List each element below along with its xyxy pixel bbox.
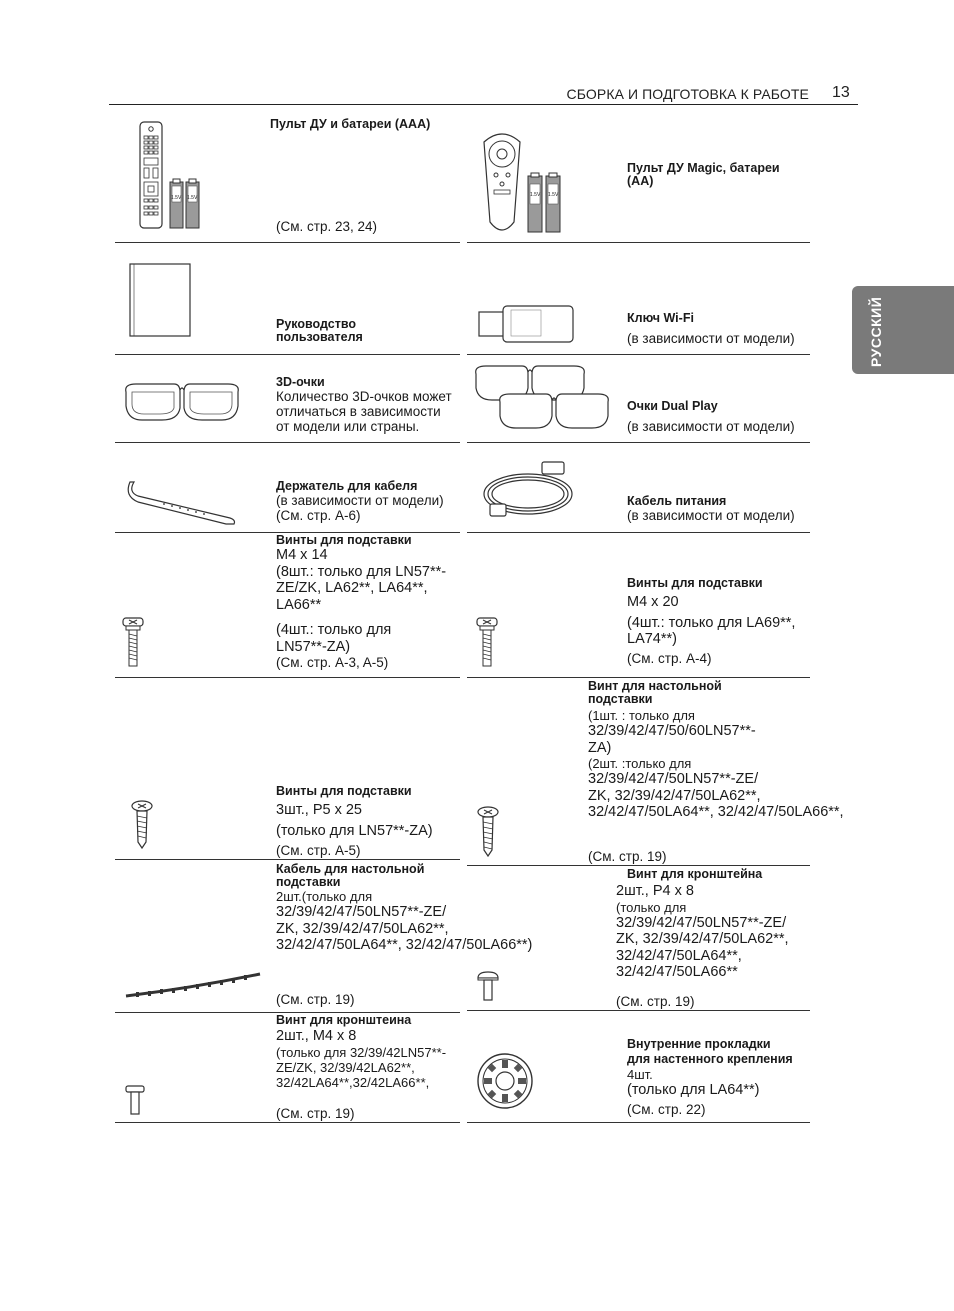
language-tab-label: РУССКИЙ	[868, 296, 884, 367]
bracket-screw-line: (только для	[616, 899, 687, 915]
battery-label: 1.5V	[548, 192, 559, 198]
cable-holder-text	[276, 480, 444, 523]
bracket-screw-m4x8-ref: (См. стр. 19)	[276, 1106, 355, 1121]
power-cable-note: (в зависимости от модели)	[627, 508, 795, 523]
tapping-screw-icon	[130, 800, 154, 850]
row-rule	[115, 242, 460, 243]
stand-screws-line: (только для LN57**-ZA)	[276, 822, 433, 839]
row-rule	[115, 859, 460, 860]
power-cable-text	[627, 495, 795, 523]
running-header: СБОРКА И ПОДГОТОВКА К РАБОТЕ	[566, 86, 809, 102]
bracket-screw-line: (только для 32/39/42LN57**-	[276, 1044, 447, 1060]
desk-stand-cable-line: ZK, 32/39/42/47/50LA62**,	[276, 920, 449, 937]
desk-stand-screw-title: подставки	[588, 692, 653, 706]
desk-stand-cable-line: 2шт.(только для	[276, 889, 373, 904]
wifi-title: Ключ Wi-Fi	[627, 311, 694, 325]
3d-glasses-title: 3D-очки	[276, 375, 325, 389]
battery-label: 1.5V	[187, 195, 198, 201]
bracket-screw-line: ZK, 32/39/42/47/50LA62**,	[616, 931, 789, 947]
row-rule	[115, 442, 460, 443]
stand-screw-icon	[476, 616, 498, 668]
page-number: 13	[832, 84, 850, 101]
stand-screws-ref: (См. стр. A-4)	[627, 650, 712, 666]
desk-stand-screw-ref: (См. стр. 19)	[588, 849, 667, 864]
wall-spacer-illustration	[476, 1050, 534, 1112]
dual-play-title: Очки Dual Play	[627, 399, 718, 413]
stand-screws-p5x25-text	[276, 785, 433, 858]
user-manual-illustration	[128, 262, 192, 338]
language-tab	[852, 286, 954, 374]
desk-stand-screw-text	[588, 680, 844, 821]
remote-control-illustration	[136, 120, 206, 232]
desk-stand-cable-ref: (См. стр. 19)	[276, 992, 355, 1007]
wall-spacers-count: 4шт.	[627, 1067, 653, 1082]
bracket-screw-title: Винт для кронштейна	[627, 867, 763, 881]
power-cable-illustration	[480, 458, 582, 526]
magic-remote-title-line: Пульт ДУ Magic, батареи	[627, 161, 780, 175]
stand-screws-line: LA74**)	[627, 631, 677, 647]
bracket-screw-line: ZE/ZK, 32/39/42LA62**,	[276, 1059, 415, 1075]
desk-stand-cable-line: 32/39/42/47/50LN57**-ZE/	[276, 904, 447, 920]
row-rule	[467, 532, 810, 533]
wall-spacers-title: для настенного крепления	[627, 1052, 793, 1066]
bracket-screw-line: 32/42/47/50LA64**,	[616, 947, 742, 964]
stand-screws-ref: (См. стр. A-3, A-5)	[276, 655, 389, 670]
desk-stand-cable-title: подставки	[276, 875, 341, 889]
stand-screws-title: Винты для подставки	[276, 784, 412, 798]
desk-stand-cable-title: Кабель для настольной	[276, 862, 425, 876]
bracket-screw-p4x8-text	[616, 868, 789, 981]
stand-screw-icon	[122, 616, 144, 668]
dual-play-glasses-illustration	[472, 362, 614, 438]
stand-screws-size: M4 x 20	[627, 594, 679, 610]
row-rule	[467, 677, 810, 678]
cable-holder-illustration	[124, 474, 238, 528]
bracket-screw-line: 32/42/47/50LA66**	[616, 964, 738, 980]
remote-ref: (См. стр. 23, 24)	[276, 219, 377, 234]
battery-label: 1.5V	[171, 195, 182, 201]
row-rule	[115, 354, 460, 355]
desk-stand-screw-line: ZA)	[588, 739, 612, 756]
bracket-screw-size: 2шт., P4 x 8	[616, 883, 694, 899]
row-rule	[467, 1010, 810, 1011]
manual-title-line: Руководство	[276, 317, 357, 331]
desk-stand-screw-line: ZK, 32/39/42/47/50LA62**,	[588, 787, 761, 804]
magic-remote-title-line: (AA)	[627, 174, 654, 188]
row-rule	[467, 242, 810, 243]
cable-holder-ref: (См. стр. A-6)	[276, 508, 361, 523]
stand-screws-size: M4 x 14	[276, 547, 328, 563]
stand-screws-line: (8шт.: только для LN57**-	[276, 563, 447, 580]
wall-spacers-text	[627, 1038, 793, 1117]
row-rule	[115, 1122, 460, 1123]
header-rule	[109, 104, 858, 105]
desk-stand-screw-line: 32/39/42/47/50/60LN57**-	[588, 723, 756, 739]
bracket-screw-icon	[476, 970, 500, 1002]
magic-remote-title	[627, 162, 780, 188]
stand-screws-m4x20-text	[627, 577, 795, 666]
bracket-screw-line: 32/39/42/47/50LN57**-ZE/	[616, 914, 787, 931]
battery-label: 1.5V	[530, 192, 541, 198]
desk-stand-screw-title: Винт для настольной	[588, 679, 722, 693]
3d-glasses-line: от модели или страны.	[276, 419, 420, 434]
bracket-screw-size: 2шт., M4 x 8	[276, 1028, 357, 1044]
3d-glasses-text	[276, 376, 452, 434]
desk-stand-screw-line: 32/42/47/50LA64**, 32/42/47/50LA66**,	[588, 804, 844, 820]
row-rule	[115, 677, 460, 678]
desk-stand-cable-line: 32/42/47/50LA64**, 32/42/47/50LA66**)	[276, 937, 533, 953]
3d-glasses-line: отличаться в зависимости	[276, 404, 441, 419]
3d-glasses-illustration	[122, 376, 242, 428]
bracket-screw-title: Винт для кронштеина	[276, 1013, 412, 1027]
tapping-screw-icon	[476, 806, 500, 858]
wifi-dongle-illustration	[477, 302, 577, 344]
stand-screws-ref: (См. стр. A-5)	[276, 843, 361, 858]
power-cable-title: Кабель питания	[627, 494, 727, 508]
wall-spacers-title: Внутренние прокладки	[627, 1037, 771, 1051]
stand-screws-size: 3шт., P5 x 25	[276, 802, 362, 818]
remote-title: Пульт ДУ и батареи (AAA)	[270, 117, 431, 131]
stand-screws-title: Винты для подставки	[276, 533, 412, 547]
stand-screws-line: (4шт.: только для	[276, 622, 392, 638]
stand-screws-line: LA66**	[276, 596, 322, 613]
stand-screws-line: LN57**-ZA)	[276, 638, 351, 655]
wall-spacers-ref: (См. стр. 22)	[627, 1101, 706, 1117]
stand-screws-line: (4шт.: только для LA69**,	[627, 614, 796, 631]
manual-title-line: пользователя	[276, 330, 363, 344]
bracket-screw-p4x8-ref: (См. стр. 19)	[616, 994, 695, 1009]
desk-stand-screw-line: 32/39/42/47/50LN57**-ZE/	[588, 771, 759, 787]
stand-screws-line: ZE/ZK, LA62**, LA64**,	[276, 580, 428, 596]
bracket-screw-line: 32/42LA64**,32/42LA66**,	[276, 1074, 430, 1090]
row-rule	[467, 1122, 810, 1123]
stand-screws-m4x14-text	[276, 534, 446, 670]
row-rule	[467, 354, 810, 355]
desk-stand-cable-illustration	[122, 970, 264, 1002]
desk-stand-screw-line: (2шт. :только для	[588, 756, 692, 771]
row-rule	[467, 442, 810, 443]
cable-holder-title: Держатель для кабеля	[276, 479, 418, 493]
3d-glasses-line: Количество 3D-очков может	[276, 389, 452, 404]
wifi-note: (в зависимости от модели)	[627, 331, 795, 346]
bracket-screw-m4x8-text	[276, 1014, 446, 1090]
magic-remote-illustration	[474, 128, 574, 236]
bracket-screw-icon	[124, 1084, 146, 1116]
manual-title	[276, 318, 363, 344]
desk-stand-cable-text	[276, 863, 532, 954]
dual-play-note: (в зависимости от модели)	[627, 419, 795, 434]
cable-holder-note: (в зависимости от модели)	[276, 493, 444, 508]
stand-screws-title: Винты для подставки	[627, 576, 763, 590]
desk-stand-screw-line: (1шт. : только для	[588, 708, 695, 723]
wall-spacers-line: (только для LA64**)	[627, 1082, 760, 1098]
